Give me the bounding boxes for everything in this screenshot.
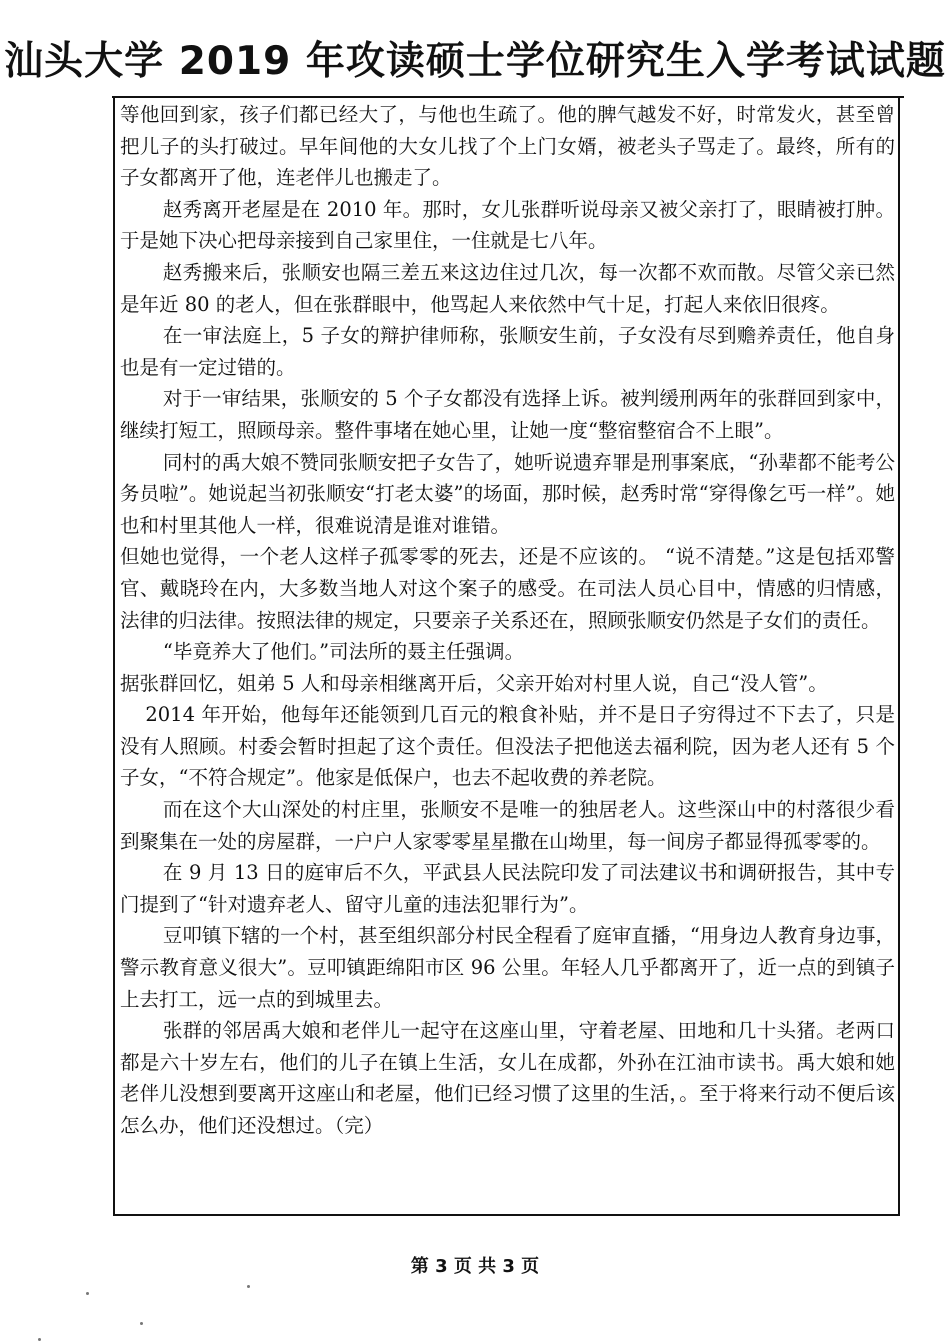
scan-speck bbox=[247, 1285, 250, 1288]
scan-speck bbox=[86, 1292, 89, 1295]
paragraph: 在一审法庭上，5 子女的辩护律师称，张顺安生前，子女没有尽到赡养责任，他自身也是有一定过错的。 bbox=[120, 324, 895, 379]
paragraph: 但她也觉得，一个老人这样子孤零零的死去，还是不应该的。 “说不清楚。”这是包括邓警官、戴晓玲在内，大多数当地人对这个案子的感受。在司法人员心目中，情感的归情感，法律的归法律。按照法律的规定，只要亲子关系还在，照顾张顺安仍然是子女们的责任。 bbox=[120, 545, 895, 632]
paragraph: 对于一审结果，张顺安的 5 个子女都没有选择上诉。被判缓刑两年的张群回到家中，继续打短工，照顾母亲。整件事堵在她心里，让她一度“整宿整宿合不上眼”。 bbox=[120, 387, 895, 442]
paragraph: 豆叩镇下辖的一个村，甚至组织部分村民全程看了庭审直播，“用身边人教育身边事，警示教育意义很大”。豆叩镇距绵阳市区 96 公里。年轻人几乎都离开了，近一点的到镇子上去打工，远一点的到城里去。 bbox=[120, 924, 895, 1011]
paragraph: “毕竟养大了他们。”司法所的聂主任强调。 bbox=[162, 640, 525, 664]
scan-speck bbox=[38, 1338, 41, 1341]
paragraph: 据张群回忆，姐弟 5 人和母亲相继离开后，父亲开始对村里人说，自己“没人管”。 bbox=[120, 671, 828, 695]
paragraph: 而在这个大山深处的村庄里，张顺安不是唯一的独居老人。这些深山中的村落很少看到聚集在一处的房屋群，一户户人家零零星星撒在山坳里，每一间房子都显得孤零零的。 bbox=[120, 798, 895, 853]
page-number: 第 3 页 共 3 页 bbox=[410, 1256, 540, 1277]
paragraph: 在 9 月 13 日的庭审后不久，平武县人民法院印发了司法建议书和调研报告，其中专门提到了“针对遗弃老人、留守儿童的违法犯罪行为”。 bbox=[120, 861, 895, 916]
paragraph: 赵秀搬来后，张顺安也隔三差五来这边住过几次，每一次都不欢而散。尽管父亲已然是年近 80 的老人，但在张群眼中，他骂起人来依然中气十足，打起人来依旧很疼。 bbox=[120, 260, 895, 316]
paragraph: 张群的邻居禹大娘和老伴儿一起守在这座山里，守着老屋、田地和几十头猪。老两口都是六十岁左右，他们的儿子在镇上生活，女儿在成都，外孙在江油市读书。禹大娘和她老伴儿没想到要离开这座山和老屋，他们已经习惯了这里的生活，。至于将来行动不便后该怎么办，他们还没想过。（完） bbox=[120, 1019, 895, 1137]
paragraph: 等他回到家，孩子们都已经大了，与他也生疏了。他的脾气越发不好，时常发火，甚至曾把儿子的头打破过。早年间他的大女儿找了个上门女婿，被老头子骂走了。最终，所有的子女都离开了他，连老伴儿也搬走了。 bbox=[120, 103, 895, 190]
scan-speck bbox=[140, 1322, 143, 1325]
exam-text-body bbox=[120, 99, 895, 1142]
paragraph: 赵秀离开老屋是在 2010 年。那时，女儿张群听说母亲又被父亲打了，眼睛被打肿。于是她下决心把母亲接到自己家里住，一住就是七八年。 bbox=[120, 197, 895, 253]
paragraph: 2014 年开始，他每年还能领到几百元的粮食补贴，并不是日子穷得过不下去了，只是没有人照顾。村委会暂时担起了这个责任。但没法子把他送去福利院，因为老人还有 5 个子女，“不符合规定”。他家是低保户，也去不起收费的养老院。 bbox=[120, 703, 895, 790]
exam-title: 汕头大学 2019 年攻读硕士学位研究生入学考试试题 bbox=[4, 39, 946, 84]
paragraph: 同村的禹大娘不赞同张顺安把子女告了，她听说遗弃罪是刑事案底，“孙辈都不能考公务员啦”。她说起当初张顺安“打老太婆”的场面，那时候，赵秀时常“穿得像乞丐一样”。她也和村里其他人一样，很难说清是谁对谁错。 bbox=[120, 450, 895, 537]
